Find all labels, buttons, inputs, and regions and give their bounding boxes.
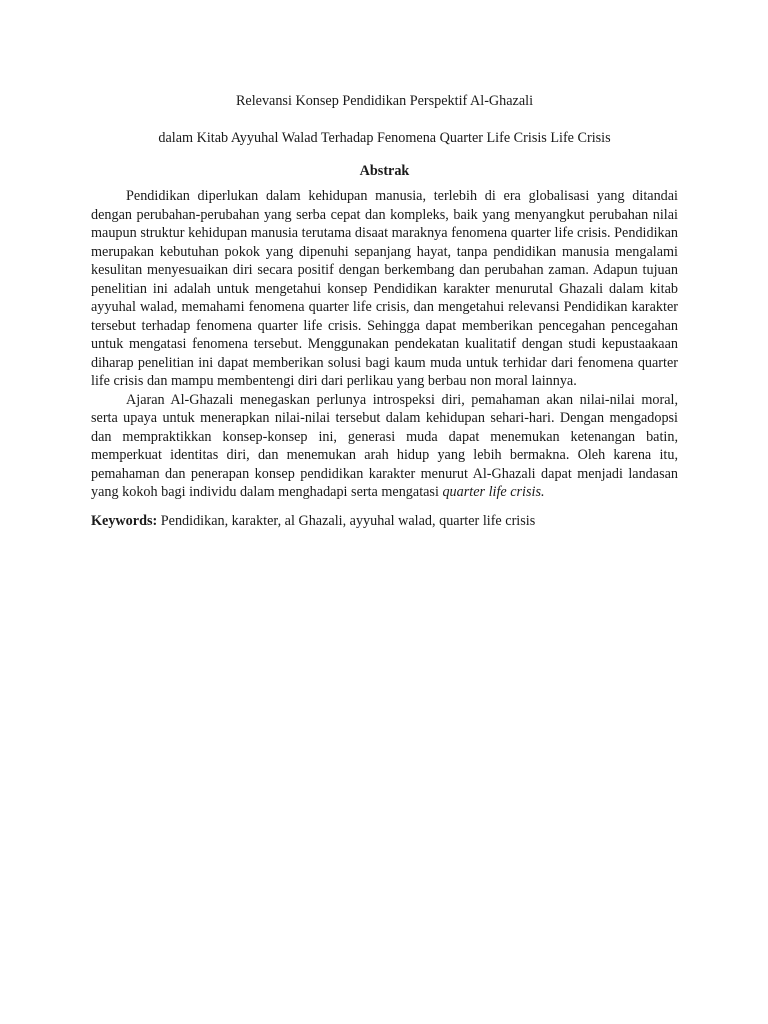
keywords-line xyxy=(91,512,678,530)
document-page xyxy=(91,92,678,544)
abstract-heading: Abstrak xyxy=(359,163,410,179)
title-line-2: dalam Kitab Ayyuhal Walad Terhadap Fenomena Quarter Life Crisis Life Crisis xyxy=(158,130,611,146)
abstract-paragraph-1: Pendidikan diperlukan dalam kehidupan manusia, terlebih di era globalisasi yang ditandai dengan perubahan-perubahan yang serba cepat dan kompleks, baik yang menyangkut perubahan nilai maupun struktur kehidupan manusia terutama disaat maraknya fenomena quarter life crisis. Pendidikan merupakan kebutuhan pokok yang dipenuhi sepanjang hayat, tanpa pendidikan manusia mengalami kesulitan menyesuaikan diri secara positif dengan berkembang dan perubahan zaman. Adapun tujuan penelitian ini adalah untuk mengetahui konsep Pendidikan karakter menurutal Ghazali dalam kitab ayyuhal walad, memahami fenomena quarter life crisis, dan mengetahui relevansi Pendidikan karakter tersebut terhadap fenomena quarter life crisis. Sehingga dapat memberikan pencegahan pencegahan untuk mengatasi fenomena tersebut. Menggunakan pendekatan kualitatif dengan studi kepustaakaan diharap penelitian ini dapat memberikan solusi bagi kaum muda untuk terhidar dari fenomena quarter life crisis dan mampu membentengi diri dari perlikau yang berbau non moral lainnya. xyxy=(91,188,678,389)
keywords-label: Keywords: xyxy=(91,512,158,529)
keywords-value: Pendidikan, karakter, al Ghazali, ayyuhal walad, quarter life crisis xyxy=(157,512,536,529)
abstract-paragraph-2 xyxy=(91,391,678,502)
title-line-1: Relevansi Konsep Pendidikan Perspektif Al-Ghazali xyxy=(235,93,534,109)
paragraph-2-italic-term: quarter life crisis. xyxy=(442,484,545,500)
paragraph-2-text: Ajaran Al-Ghazali menegaskan perlunya introspeksi diri, pemahaman akan nilai-nilai moral, serta upaya untuk menerapkan nilai-nilai tersebut dalam kehidupan sehari-hari. Dengan mengadopsi dan mempraktikkan konsep-konsep ini, generasi muda dapat menemukan ketenangan batin, memperkuat identitas diri, dan menemukan arah hidup yang lebih bermakna. Oleh karena itu, pemahaman dan penerapan konsep pendidikan karakter menurut Al-Ghazali dapat menjadi landasan yang kokoh bagi individu dalam menghadapi serta mengatasi xyxy=(91,391,678,500)
